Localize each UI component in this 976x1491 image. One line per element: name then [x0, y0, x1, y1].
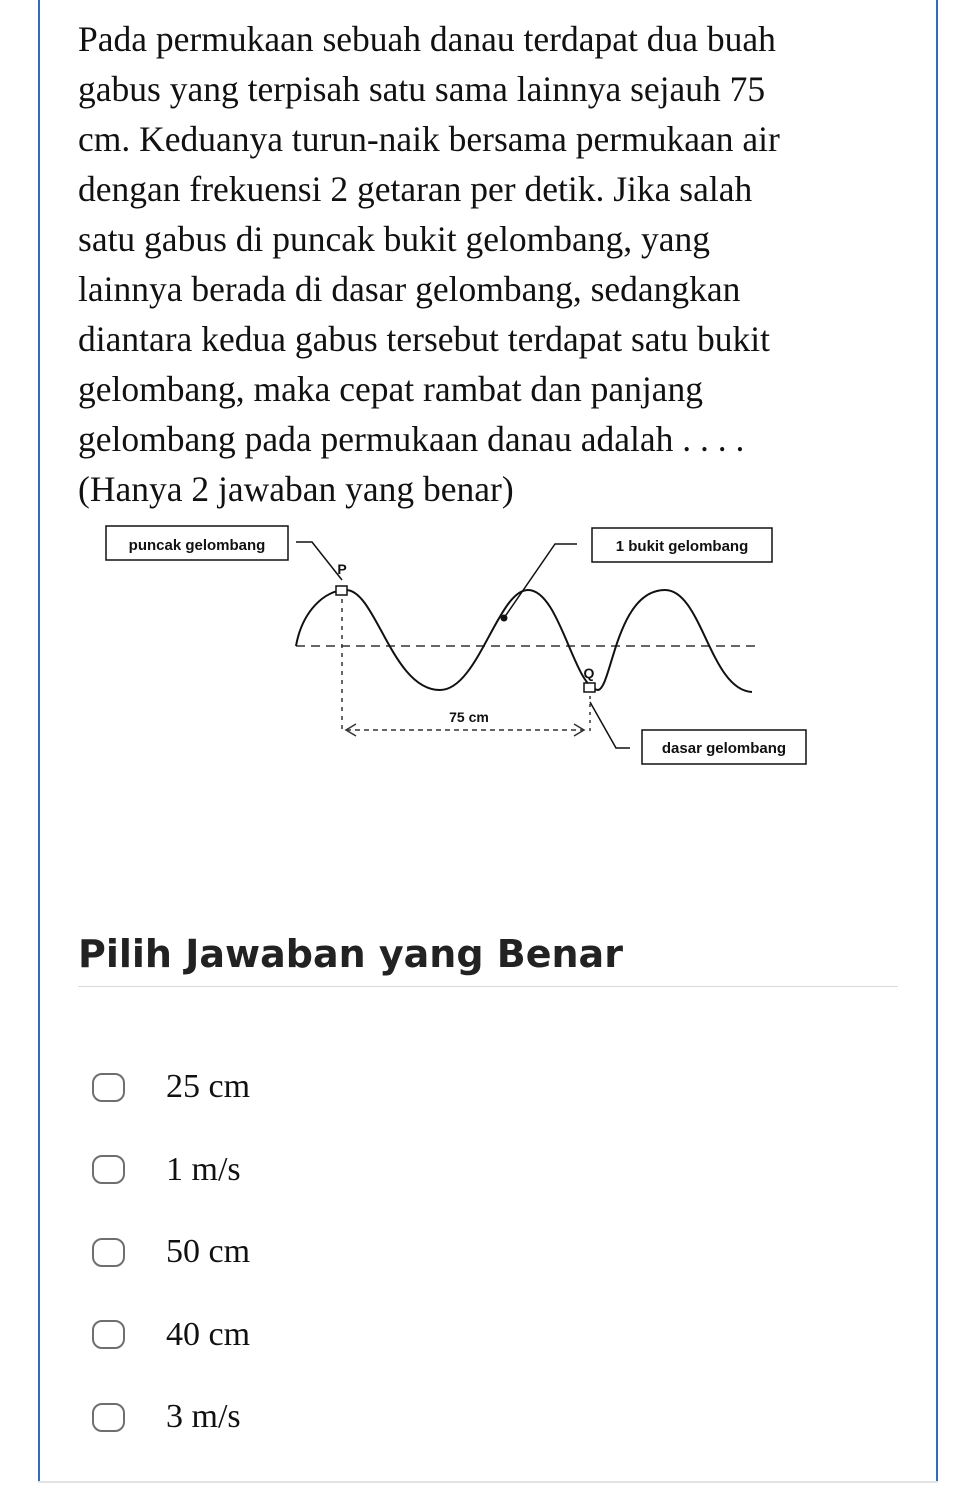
question-line: gabus yang terpisah satu sama lainnya sejauh 75 [78, 69, 766, 109]
question-line: gelombang, maka cepat rambat dan panjang [78, 369, 703, 409]
cork-q [584, 683, 595, 692]
option-checkbox[interactable] [92, 1403, 125, 1432]
answer-option[interactable] [92, 1129, 792, 1212]
crest-label: puncak gelombang [128, 537, 266, 554]
question-line: diantara kedua gabus tersebut terdapat satu bukit [78, 319, 771, 359]
wave-diagram [100, 520, 820, 780]
question-line: dengan frekuensi 2 getaran per detik. Jika salah [78, 169, 753, 209]
section-divider [78, 986, 898, 987]
wave-curve [296, 590, 752, 692]
answer-options [92, 1046, 792, 1459]
one-crest-leader-line [504, 544, 577, 618]
frame-left-border [38, 0, 40, 1482]
question-line: Pada permukaan sebuah danau terdapat dua buah [78, 19, 776, 59]
question-line: satu gabus di puncak bukit gelombang, yang [78, 219, 710, 259]
question-line: cm. Keduanya turun-naik bersama permukaan air [78, 119, 780, 159]
trough-label: dasar gelombang [661, 740, 787, 757]
answer-option[interactable] [92, 1046, 792, 1129]
option-label: 3 m/s [166, 1398, 241, 1436]
question-line: gelombang pada permukaan danau adalah . . . . [78, 419, 745, 459]
question-line: lainnya berada di dasar gelombang, sedangkan [78, 269, 741, 309]
option-checkbox[interactable] [92, 1073, 125, 1102]
one-crest-point [501, 615, 508, 622]
option-label: 1 m/s [166, 1150, 241, 1188]
q-label: Q [583, 665, 595, 681]
distance-label: 75 cm [449, 709, 489, 725]
option-label: 40 cm [166, 1315, 251, 1353]
option-label: 25 cm [166, 1068, 251, 1106]
option-label: 50 cm [166, 1233, 251, 1271]
answer-option[interactable] [92, 1211, 792, 1294]
answer-option[interactable] [92, 1294, 792, 1377]
one-crest-label: 1 bukit gelombang [615, 538, 749, 555]
question-line: (Hanya 2 jawaban yang benar) [78, 469, 514, 509]
option-checkbox[interactable] [92, 1155, 125, 1184]
question-text [78, 14, 898, 514]
trough-leader-line [590, 702, 630, 748]
option-checkbox[interactable] [92, 1320, 125, 1349]
option-checkbox[interactable] [92, 1238, 125, 1267]
p-label: P [337, 561, 347, 577]
crest-leader-line [296, 542, 342, 580]
answer-option[interactable] [92, 1376, 792, 1459]
frame-bottom-border [38, 1481, 938, 1483]
frame-right-border [936, 0, 938, 1482]
cork-p [336, 586, 347, 595]
answer-section-title: Pilih Jawaban yang Benar [78, 932, 623, 976]
